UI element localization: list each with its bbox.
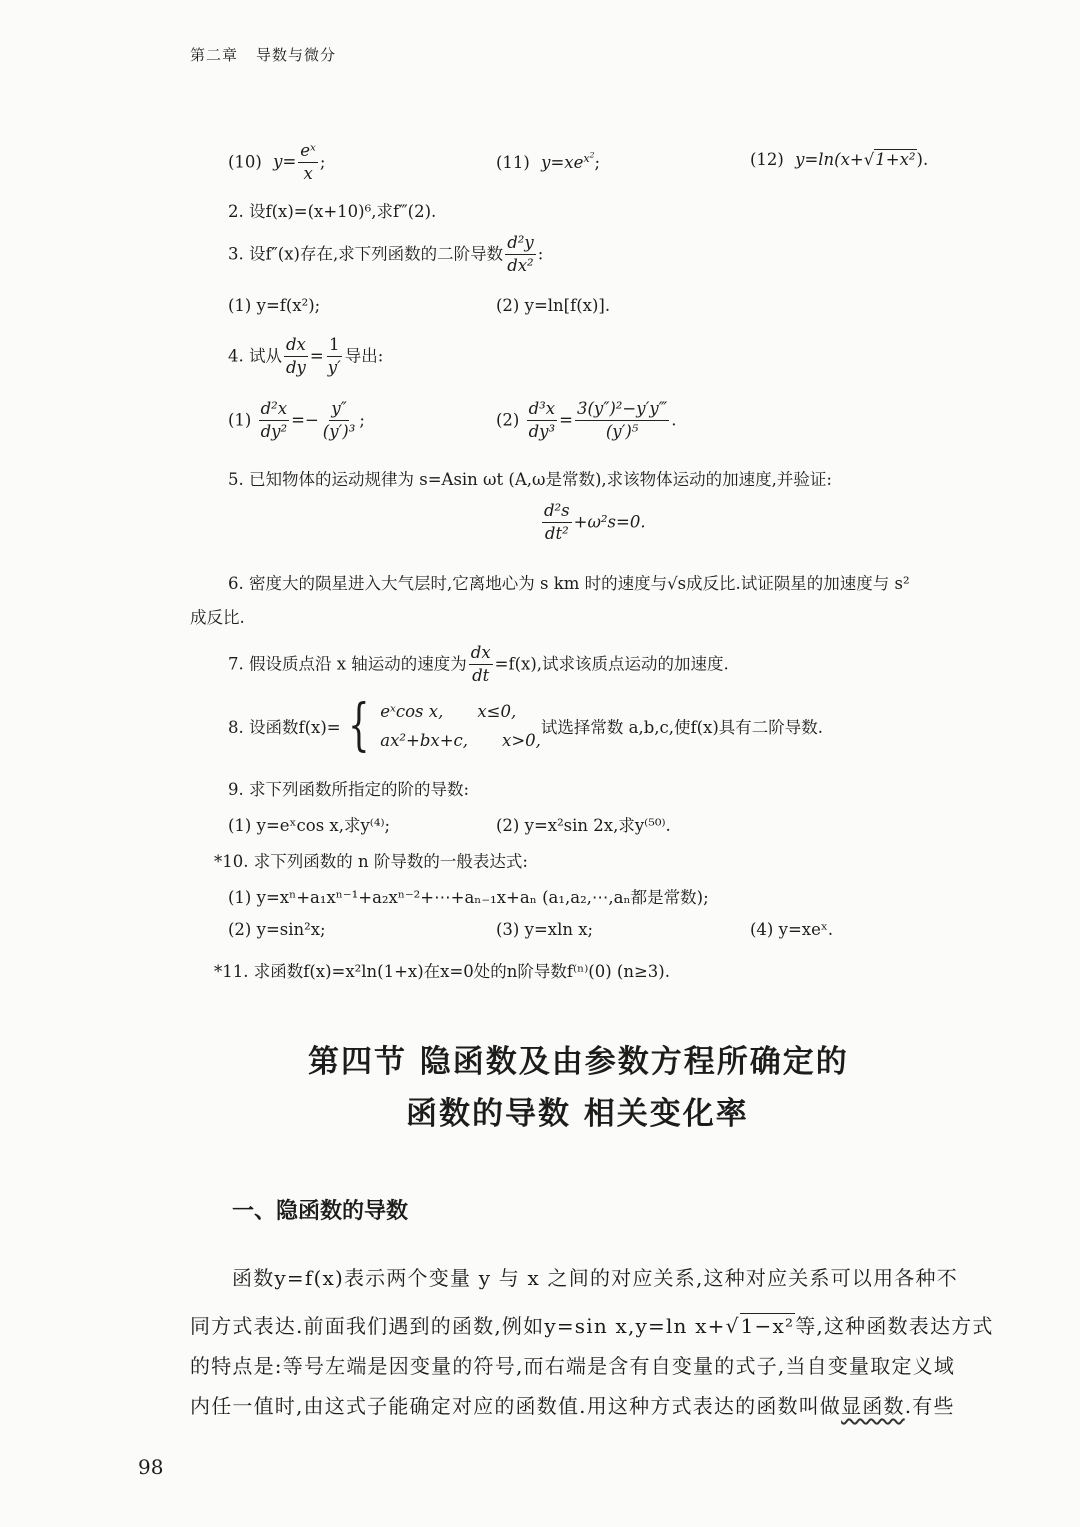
ex1-item11: (11) $y=xe^{x^2}$; xyxy=(496,150,601,173)
exercise-2: 2. 设f(x)=(x+10)⁶,求f‴(2). xyxy=(228,202,437,221)
exercise-9: 9. 求下列函数所指定的阶的导数: xyxy=(228,780,470,799)
fraction: $\frac{dx}{dy}$ xyxy=(286,335,306,378)
ex9-part2: (2) y=x²sin 2x,求y⁽⁵⁰⁾. xyxy=(496,816,671,835)
ex10-part4: (4) y=xeˣ. xyxy=(750,920,834,939)
body-line-4: 内任一值时,由这式子能确定对应的函数值.用这种方式表达的函数叫做显函数.有些 xyxy=(190,1394,955,1418)
section-title-line2: 函数的导数 相关变化率 xyxy=(406,1096,749,1132)
ex4-part2: (2) $\frac{\text{d³x}}{\text{dy³}}$ = $\frac{\text{3(y″)²−y′y‴}}{\text{(y′)⁵}}$ . xyxy=(496,398,676,444)
body-line-2: 同方式表达.前面我们遇到的函数,例如y=sin x,y=ln x+√1−x²等,这种函数表达方式 xyxy=(190,1314,994,1338)
ex9-part1: (1) y=eˣcos x,求y⁽⁴⁾; xyxy=(228,816,391,835)
fraction: $\frac{y''}{\text{(y′)³}}$ xyxy=(322,399,356,442)
exercise-4: 4. 试从 $\frac{dx}{dy}$ = $\frac{1}{y'}$ 导出: xyxy=(228,334,383,380)
fraction: $\frac{\text{eˣ}}{x}$ xyxy=(300,141,316,184)
radicand: 1−x² xyxy=(740,1314,795,1338)
exercise-3: 3. 设f″(x)存在,求下列函数的二阶导数 $\frac{\text{d²y}}{\text{dx²}}$ : xyxy=(228,232,543,278)
fraction: $\frac{\text{d²y}}{\text{dx²}}$ xyxy=(507,233,534,276)
piecewise: { eˣcos x, x≤0, ax²+bx+c, x>0, xyxy=(347,693,541,758)
fraction: $\frac{dx}{dt}$ xyxy=(470,643,491,686)
chapter-title: 导数与微分 xyxy=(256,46,337,64)
fraction: $\frac{\text{d²x}}{\text{dy²}}$ xyxy=(260,399,288,442)
body-line-1: 函数y=f(x)表示两个变量 y 与 x 之间的对应关系,这种对应关系可以用各种不 xyxy=(232,1266,958,1290)
fraction: $\frac{\text{d³x}}{\text{dy³}}$ xyxy=(528,399,556,442)
ex5-equation: $\frac{\text{d²s}}{\text{dt²}}$ +ω²s=0. xyxy=(540,500,646,546)
fraction: $\frac{\text{3(y″)²−y′y‴}}{\text{(y′)⁵}}$ xyxy=(576,399,668,442)
fraction: $\frac{1}{y'}$ xyxy=(327,335,341,378)
fraction: $\frac{\text{d²s}}{\text{dt²}}$ xyxy=(544,501,570,544)
ex3-part2: (2) y=ln[f(x)]. xyxy=(496,296,611,315)
ex10-part2: (2) y=sin²x; xyxy=(228,920,326,939)
exercise-6-line1: 6. 密度大的陨星进入大气层时,它离地心为 s km 时的速度与√s成反比.试证陨星的加速度与 s² xyxy=(228,574,910,593)
exercise-11: *11. 求函数f(x)=x²ln(1+x)在x=0处的n阶导数f⁽ⁿ⁾(0) (n≥3). xyxy=(214,962,670,981)
ex1-item12: (12) y=ln(x+√1+x²). xyxy=(750,150,929,169)
ex3-part1: (1) y=f(x²); xyxy=(228,296,321,315)
emphasized-term: 显函数 xyxy=(841,1394,905,1418)
ex4-part1: (1) $\frac{\text{d²x}}{\text{dy²}}$ =− $\frac{y''}{\text{(y′)³}}$ ; xyxy=(228,398,365,444)
running-header xyxy=(190,44,336,65)
radicand: 1+x² xyxy=(875,150,916,169)
ex1-item10: (10) y= $\frac{\text{eˣ}}{x}$ ; xyxy=(228,140,325,186)
body-line-3: 的特点是:等号左端是因变量的符号,而右端是含有自变量的式子,当自变量取定义域 xyxy=(190,1354,956,1378)
ex10-part1: (1) y=xⁿ+a₁xⁿ⁻¹+a₂xⁿ⁻²+⋯+aₙ₋₁x+aₙ (a₁,a₂,⋯,aₙ都是常数); xyxy=(228,888,709,907)
exercise-7: 7. 假设质点沿 x 轴运动的速度为 $\frac{dx}{dt}$ =f(x),试求该质点运动的加速度. xyxy=(228,642,729,688)
page-number: 98 xyxy=(138,1455,164,1479)
exercise-10: *10. 求下列函数的 n 阶导数的一般表达式: xyxy=(214,852,528,871)
exercise-8: 8. 设函数f(x)= { eˣcos x, x≤0, ax²+bx+c, x>0, 试选择常数 a,b,c,使f(x)具有二阶导数. xyxy=(228,693,824,758)
exercise-5: 5. 已知物体的运动规律为 s=Asin ωt (A,ω是常数),求该物体运动的加速度,并验证: xyxy=(228,470,832,489)
section-title-line1: 第四节 隐函数及由参数方程所确定的 xyxy=(308,1044,849,1080)
exercise-6-line2: 成反比. xyxy=(190,608,245,627)
chapter-label: 第二章 xyxy=(190,46,239,64)
subsection-heading: 一、隐函数的导数 xyxy=(232,1199,409,1224)
ex10-part3: (3) y=xln x; xyxy=(496,920,594,939)
